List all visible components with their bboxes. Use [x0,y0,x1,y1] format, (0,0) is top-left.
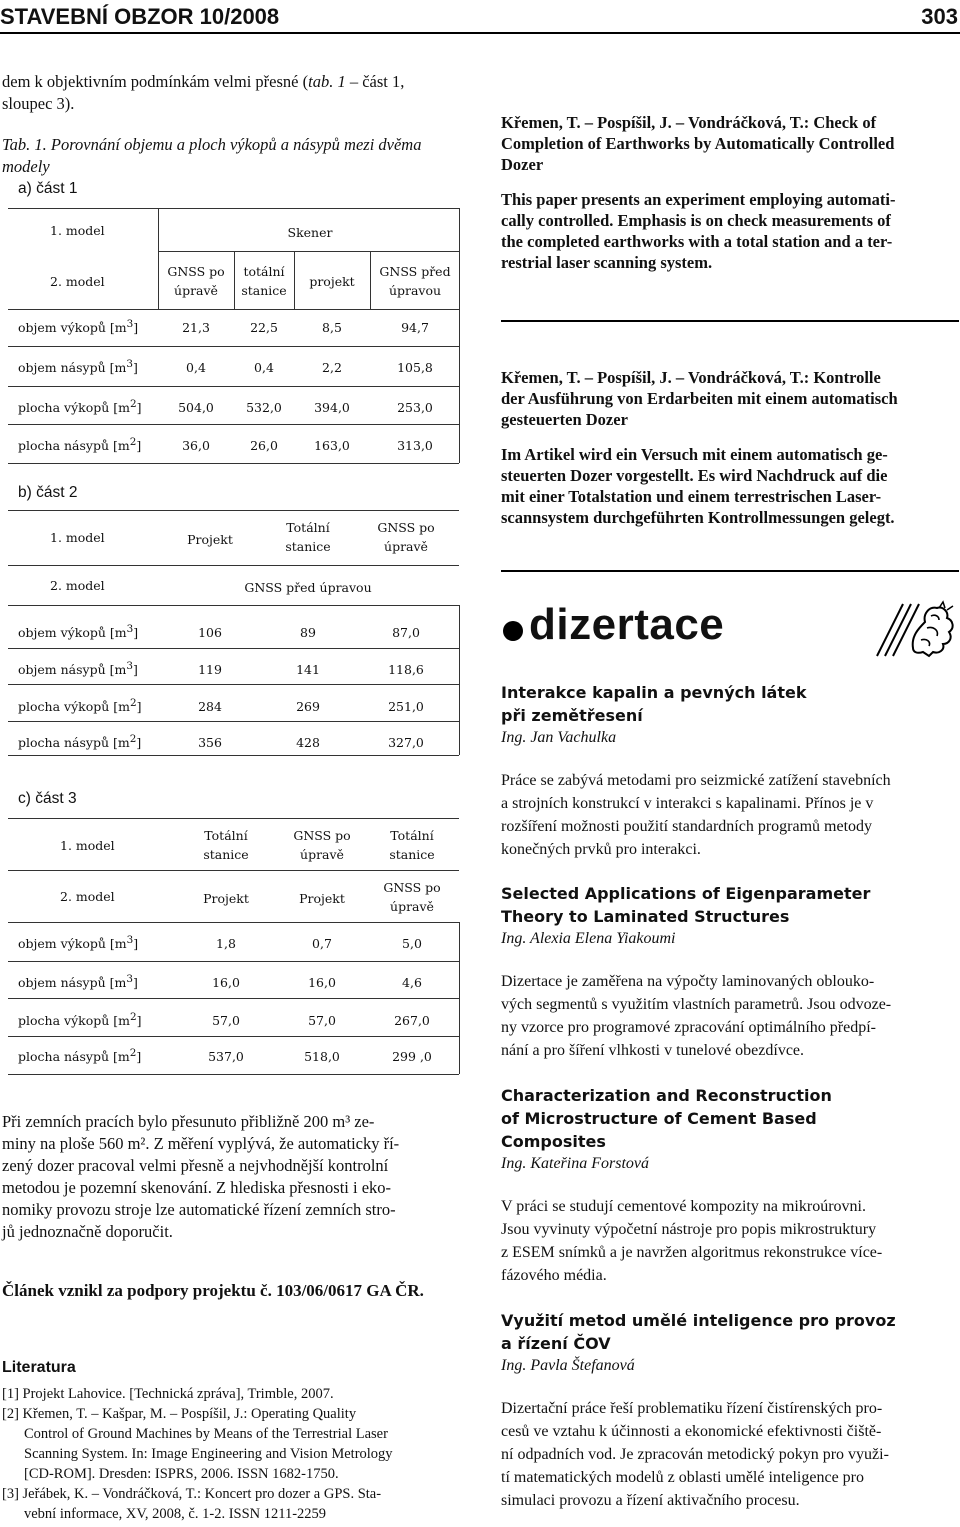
dissertation-item: Interakce kapalin a pevných látek při zemětřesení Ing. Jan Vachulka Práce se zabývá metodami pro seizmické zatížení stavebních a strojních konstrukcí v interakci s kapalinami. Přínos je v rozšíření možnosti použití standardních programů metody konečných prvků pro interakci. [501,683,891,858]
part-c-label: c) část 3 [18,790,77,807]
abstract-de: Křemen, T. – Pospíšil, J. – Vondráčková, T.: Kontrolle der Ausführung von Erdarbeiten mit einem automatisch gesteuerten Dozer Im Artikel wird ein Versuch mit einem automatisch ge- steuerten Dozer vorgestellt. Es wird Nachdruck auf die mit einer Totalstation und einem terrestrischen Laser- scannsystem durchgeführten Kontrollmessungen gelegt. [501,368,898,527]
abstract-en: Křemen, T. – Pospíšil, J. – Vondráčková, T.: Check of Completion of Earthworks by Automatically Controlled Dozer This paper presents an experiment employing automati- cally controlled. Emphasis is on check measurements of the completed earthworks with a total station and a ter- restrial laser scanning system. [501,113,896,272]
references-title: Literatura [2,1359,76,1376]
dissertation-item: Characterization and Reconstruction of Microstructure of Cement Based Composites Ing. Kateřina Forstová V práci se studují cementové kompozity na mikroúrovni. Jsou vyvinuty výpočetní nástroje pro popis mikrostruktury z ESEM snímků a je navržen algoritmus rekonstrukce více- fázového média. [501,1086,883,1284]
reference-item: [2] Křemen, T. – Kašpar, M. – Pospíšil, J.: Operating Quality Control of Ground Machines by Means of the Terrestrial Laser Scanning System. In: Image Engineering and Vision Metrology [CD-ROM]. Dresden: ISPRS, 2006. ISSN 1682-1750. [2,1406,393,1482]
dizertace-banner [501,600,959,660]
page-header [0,0,960,30]
bullet-icon [503,621,523,641]
page-number: 303 [921,4,958,29]
reference-item: [3] Jeřábek, K. – Vondráčková, T.: Koncert pro dozer a GPS. Sta- vební informace, XV, 2008, č. 1-2. ISSN 1211-2259 [2,1486,382,1522]
table-caption: Tab. 1. Porovnání objemu a ploch výkopů a násypů mezi dvěma modely [2,135,422,176]
university-lion-logo-icon [873,600,959,658]
dissertation-item: Využití metod umělé inteligence pro provoz a řízení ČOV Ing. Pavla Štefanová Dizertační práce řeší problematiku řízení čistírenských pro- cesů ve vztahu k účinnosti a ekonomické efektivnosti čiště- ní odpadních vod. Je zpracován metodický pokyn pro využi- tí matematických modelů z oblasti umělé inteligence pro simulaci provozu a řízení aktivačního procesu. [501,1311,896,1509]
journal-title: STAVEBNÍ OBZOR 10/2008 [0,4,280,29]
part-b-label: b) část 2 [18,484,78,501]
dizertace-heading: dizertace [529,600,725,649]
conclusion-paragraph: Při zemních pracích bylo přesunuto přibližně 200 m³ ze- miny na ploše 560 m². Z měření vyplývá, že automaticky ří- zený dozer pracoval velmi přesně a nejvhodnější kontrolní metodou je pozemní skenování. Z hlediska přesnosti i eko- nomiky provozu stroje lze automatické řízení zemních stro- jů jednoznačně doporučit. [2,1112,400,1241]
reference-item: [1] Projekt Lahovice. [Technická zpráva], Trimble, 2007. [2,1386,334,1402]
support-note: Článek vznikl za podpory projektu č. 103/06/0617 GA ČR. [2,1281,424,1300]
intro-text: dem k objektivním podmínkám velmi přesné (tab. 1 – část 1, sloupec 3). [2,72,405,113]
part-a-label: a) část 1 [18,180,78,197]
abstract-divider [501,570,959,572]
references-list [2,1384,462,1524]
abstract-divider [501,320,959,322]
dissertation-item: Selected Applications of Eigenparameter Theory to Laminated Structures Ing. Alexia Elena Yiakoumi Dizertace je zaměřena na výpočty laminovaných oblouko- vých segmentů s využitím vlastních parametrů. Jsou odvoze- ny vzorce pro programové zpracování optimálního předpí- nání a pro šíření vlhkosti v tunelové obezdívce. [501,884,892,1059]
header-rule [0,32,960,34]
